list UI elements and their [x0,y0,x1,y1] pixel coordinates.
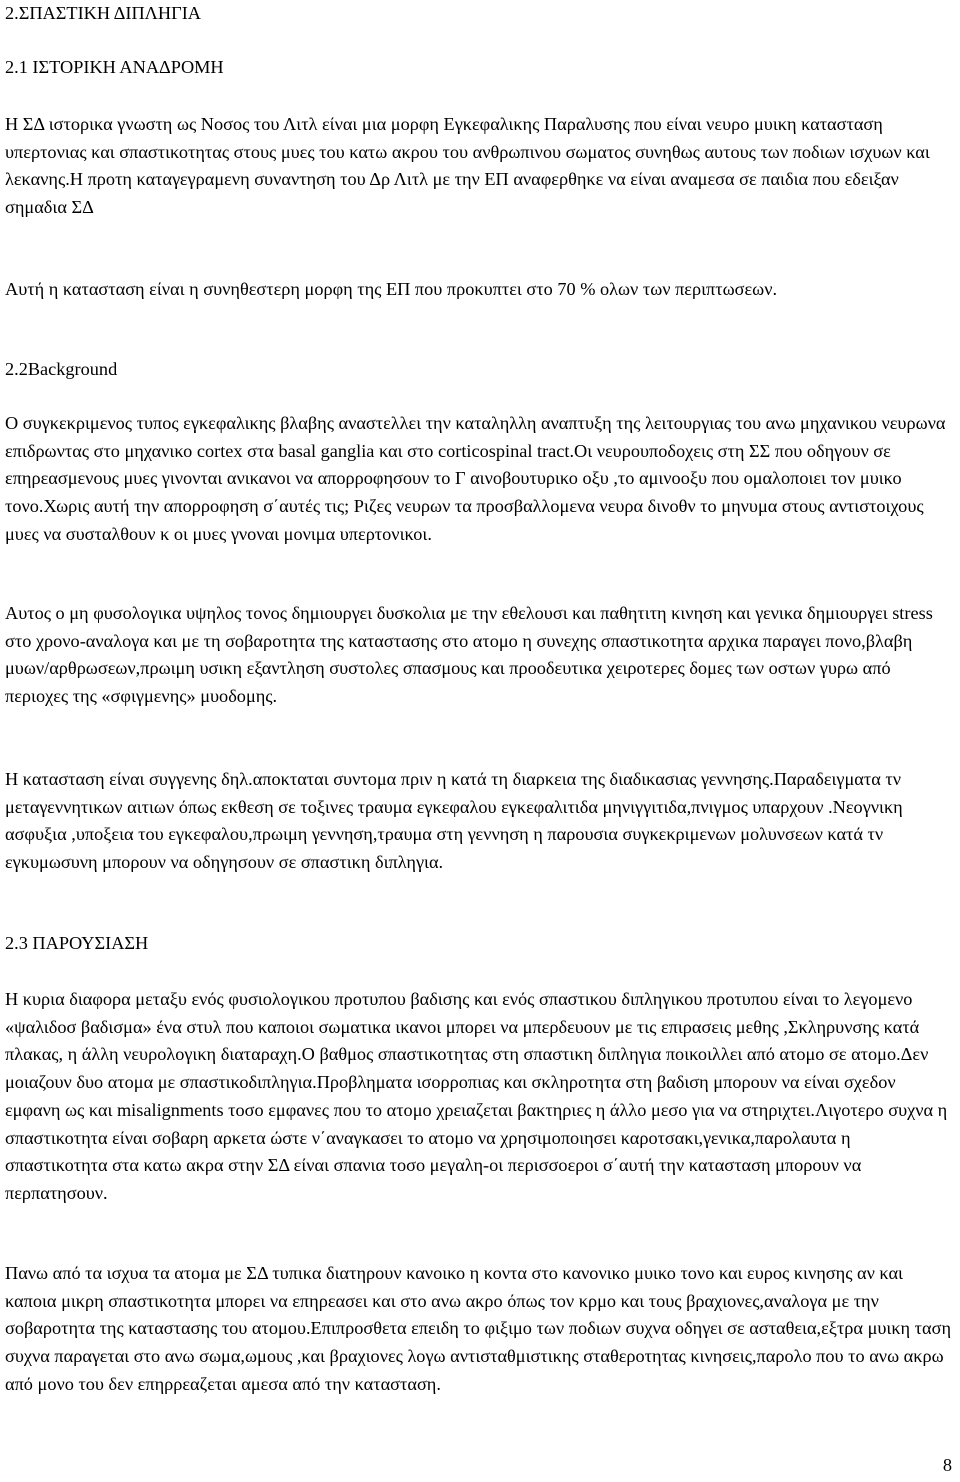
paragraph-history-2: Αυτή η κατασταση είναι η συνηθεστερη μορφη της ΕΠ που προκυπτει στο 70 % ολων των περιπτωσεων. [5,279,778,299]
section-heading-2-3: 2.3 ΠΑΡΟΥΣΙΑΣΗ [5,933,149,953]
section-heading-2-2: 2.2Background [5,359,118,379]
paragraph-presentation-2: Πανω από τα ισχυα τα ατομα με ΣΔ τυπικα διατηρουν κανοικο η κοντα στο κανονικο μυικο τονο και ευρος κινησης αν και καποια μικρη σπαστικοτητα μπορει να επηρεασει και στο ανω ακρο όπως τον κρμο και τους βραχιονες,αναλογα με την σοβαροτητα της καταστασης του ατομου.Επιπροσθετα επειδη το φιξιμο των ποδιων συχνα οδηγει σε ασταθεια,εξτρα μυικη ταση συχνα παραγεται στο ανω σωμα,ωμους ,και βραχιονες λογω αντισταθμιστικης σταθεροτητας κινησεις,παρολο που το ανω ακρω από μονο του δεν επηρρεαζεται αμεσα από την κατασταση. [5,1263,952,1394]
chapter-heading: 2.ΣΠΑΣΤΙΚΗ ΔΙΠΛΗΓΙΑ [5,3,201,23]
page-number: 8 [942,1455,952,1475]
paragraph-history-1: Η ΣΔ ιστορικα γνωστη ως Νοσος του Λιτλ είναι μια μορφη Εγκεφαλικης Παραλυσης που είναι νευρο μυικη κατασταση υπερτονιας και σπαστικοτητας στους μυες του κατω ακρου του ανθρωπινου σωματος συνηθως αυτους των ποδιων ισχυων και λεκανης.Η προτη καταγεγραμενη συναντηση του Δρ Λιτλ με την ΕΠ αναφερθηκε να είναι αναμεσα σε παιδια που εδειξαν σημαδια ΣΔ [5,114,930,218]
paragraph-background-3: Η κατασταση είναι συγγενης δηλ.αποκταται συντομα πριν η κατά τη διαρκεια της διαδικασιας γεννησης.Παραδειγματα τν μεταγεννητικων αιτιων όπως εκθεση σε τοξινες τραυμα εγκεφαλου εγκεφαλιτιδα μηνιγγιτιδα,πνιγμος υπαρχουν .Νεογνικη ασφυξια ,υποξεια του εγκεφαλου,πρωιμη γεννηση,τραυμα στη γεννηση η παρουσια συγκεκριμενων μολυνσεων κατά τν εγκυμωσυνη μπορουν να οδηγησουν σε σπαστικη διπληγια. [5,769,903,873]
section-heading-2-1: 2.1 ΙΣΤΟΡΙΚΗ ΑΝΑΔΡΟΜΗ [5,57,224,77]
paragraph-presentation-1: Η κυρια διαφορα μεταξυ ενός φυσιολογικου προτυπου βαδισης και ενός σπαστικου διπληγικου προτυπου είναι το λεγομενο «ψαλιδοσ βαδισμα» ένα στυλ που καποιοι σωματικα ικανοι μπορει να μπερδευουν με τις επιρασεις μεθης ,Σκληρυνσης κατά πλακας, η άλλη νευρολογικη διαταραχη.Ο βαθμος σπαστικοτητας στη σπαστικη διπληγια ποικοιλλει από ατομο σε ατομο.Δεν μοιαζουν δυο ατομα με σπαστικοδιπληγια.Προβληματα ισορροπιας και σκληροτητα στη βαδιση μπορουν να είναι σχεδον εμφανη ως και misalignments τοσο εμφανες που το ατομο χρειαζεται βακτηριες η άλλο μεσο για να στηριχτει.Λιγοτερο συχνα η σπαστικοτητα είναι σοβαρη αρκετα ώστε ν΄αναγκασει το ατομο να χρησιμοποιησει καροτσακι,γενικα,παρολαυτα η σπαστικοτητα στα κατω ακρα στην ΣΔ είναι σπανια τοσο μεγαλη-οι περισσοεροι σ΄αυτή την κατασταση μπορουν να περπατησουν. [5,989,948,1203]
paragraph-background-1: Ο συγκεκριμενος τυπος εγκεφαλικης βλαβης αναστελλει την καταληλλη αναπτυξη της λειτουργιας του ανω μηχανικου νευρωνα επιδρωντας στο μηχανικο cortex στα basal ganglia και στο corticospinal tract.Οι νευρουποδοχεις στη ΣΣ που οδηγουν σε επηρεασμενους μυες γινονται ανικανοι να απορροφησουν το Γ αινοβουτυρικο οξυ ,το αμινοοξυ που ομαλοποιει τον μυικο τονο.Χωρις αυτή την απορροφηση σ΄αυτές τις; Ριζες νευρων τα προσβαλλομενα νευρα δινοθν το μηνυμα στους αντιστοιχους μυες να συσταλθουν κ οι μυες γνοναι μονιμα υπερτονικοι. [5,413,946,544]
paragraph-background-2: Αυτος ο μη φυσολογικα υψηλος τονος δημιουργει δυσκολια με την εθελουσι και παθητιτη κινηση και γενικα δημιουργει stress στο χρονο-αναλογα και με τη σοβαροτητα της καταστασης στο ατομο η συνεχης σπαστικοτητα αρχικα παραγει πονο,βλαβη μυων/αρθρωσεων,πρωιμη υσικη εξαντληση συστολες σπασμους και προοδευτικα χειροτερες δομες των οστων γυρω από περιοχες της «σφιγμενης» μυοδομης. [5,603,933,707]
